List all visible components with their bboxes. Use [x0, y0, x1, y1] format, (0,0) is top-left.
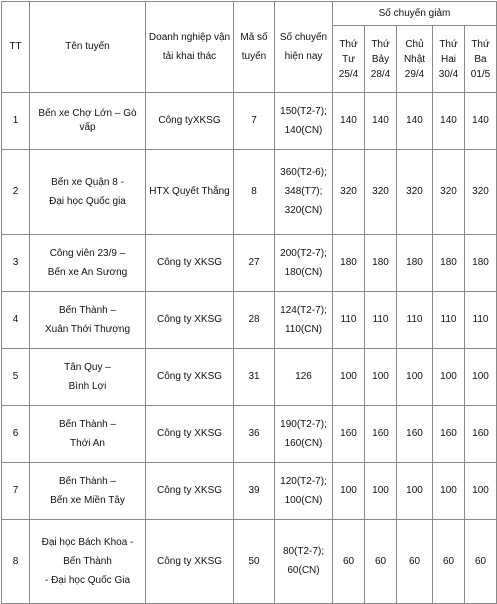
- cell-reduced-trips: 60: [333, 520, 365, 604]
- header-day: [397, 26, 433, 93]
- cell-operator: Công ty XKSG: [146, 406, 234, 463]
- cell-current-trips: [275, 463, 333, 520]
- cell-route-no: 8: [234, 150, 275, 235]
- cell-reduced-trips: 320: [365, 150, 397, 235]
- cell-reduced-trips: 100: [365, 463, 397, 520]
- current-trips-line: 80(T2-7);: [282, 546, 325, 557]
- cell-route-no: 27: [234, 235, 275, 292]
- cell-reduced-trips: 160: [433, 406, 465, 463]
- current-trips-line: 60(CN): [287, 565, 320, 576]
- cell-current-trips: [275, 150, 333, 235]
- table-row: [2, 520, 497, 604]
- header-operator-line: tải khai thác: [162, 50, 217, 62]
- cell-route-name: [30, 520, 146, 604]
- cell-reduced-trips: 100: [465, 463, 497, 520]
- cell-operator: Công tyXKSG: [146, 93, 234, 150]
- route-name-line: Bến Thành –: [58, 304, 117, 316]
- header-day-line: Thứ: [371, 38, 390, 50]
- cell-reduced-trips: 100: [333, 349, 365, 406]
- cell-route-name: [30, 349, 146, 406]
- cell-route-name: [30, 235, 146, 292]
- current-trips-line: 120(T2-7);: [280, 475, 327, 487]
- cell-reduced-trips: 160: [333, 406, 365, 463]
- cell-reduced-trips: 100: [465, 349, 497, 406]
- cell-reduced-trips: 100: [333, 463, 365, 520]
- header-day-line: Bảy: [371, 53, 390, 65]
- current-trips-line: 160(CN): [284, 437, 323, 449]
- table-row: [2, 292, 497, 349]
- header-day-line: Thứ: [339, 38, 358, 50]
- cell-reduced-trips: 110: [333, 292, 365, 349]
- header-route-no-line: tuyến: [241, 50, 267, 62]
- route-name-line: Công viên 23/9 –: [49, 247, 126, 259]
- cell-tt: 7: [2, 463, 30, 520]
- route-name-line: Bến Thành: [63, 555, 112, 567]
- cell-reduced-trips: 100: [433, 463, 465, 520]
- cell-reduced-trips: 110: [397, 292, 433, 349]
- cell-reduced-trips: 140: [333, 93, 365, 150]
- header-current-trips-line: hiện nay: [284, 50, 323, 62]
- cell-reduced-trips: 60: [365, 520, 397, 604]
- cell-current-trips: [275, 93, 333, 150]
- table-row: [2, 349, 497, 406]
- cell-reduced-trips: 110: [465, 292, 497, 349]
- cell-reduced-trips: 100: [397, 349, 433, 406]
- cell-reduced-trips: 180: [433, 235, 465, 292]
- cell-reduced-trips: 160: [397, 406, 433, 463]
- current-trips-line: 100(CN): [284, 494, 323, 506]
- cell-reduced-trips: 100: [433, 349, 465, 406]
- cell-route-no: 39: [234, 463, 275, 520]
- route-name-line: Tân Quy –: [64, 361, 111, 373]
- header-route-no-line: Mã số: [240, 31, 268, 43]
- route-name-line: Đại học Bách Khoa -: [41, 536, 134, 548]
- current-trips-line: 320(CN): [284, 205, 323, 216]
- header-day-line: 28/4: [370, 68, 391, 80]
- cell-reduced-trips: 100: [365, 349, 397, 406]
- cell-route-no: 28: [234, 292, 275, 349]
- cell-reduced-trips: 140: [365, 93, 397, 150]
- header-day-line: 30/4: [438, 68, 459, 80]
- cell-reduced-trips: 140: [433, 93, 465, 150]
- cell-reduced-trips: 180: [465, 235, 497, 292]
- header-day-line: Thứ: [439, 38, 458, 50]
- cell-route-name: [30, 463, 146, 520]
- header-day-line: Nhật: [403, 53, 426, 65]
- route-name-line: Xuân Thới Thượng: [44, 323, 131, 335]
- header-operator-line: Doanh nghiệp vận: [148, 31, 231, 43]
- current-trips-line: 190(T2-7);: [280, 418, 327, 430]
- cell-reduced-trips: 320: [397, 150, 433, 235]
- current-trips-line: 110(CN): [284, 323, 323, 335]
- cell-operator: Công ty XKSG: [146, 349, 234, 406]
- cell-tt: 3: [2, 235, 30, 292]
- cell-reduced-trips: 320: [433, 150, 465, 235]
- cell-operator: Công ty XKSG: [146, 235, 234, 292]
- cell-route-name: [30, 292, 146, 349]
- cell-operator: Công ty XKSG: [146, 463, 234, 520]
- header-day: [433, 26, 465, 93]
- cell-current-trips: [275, 406, 333, 463]
- current-trips-line: 150(T2-7);: [280, 105, 327, 117]
- header-day: [465, 26, 497, 93]
- cell-reduced-trips: 60: [433, 520, 465, 604]
- header-current-trips-line: Số chuyến: [279, 31, 328, 43]
- cell-reduced-trips: 110: [365, 292, 397, 349]
- cell-reduced-trips: 60: [397, 520, 433, 604]
- current-trips-line: 124(T2-7);: [280, 304, 327, 316]
- cell-tt: 2: [2, 150, 30, 235]
- route-name-line: Đại học Quốc gia: [49, 195, 126, 207]
- header-route-no: [234, 2, 275, 93]
- header-day-line: Hai: [440, 53, 456, 65]
- cell-tt: 6: [2, 406, 30, 463]
- cell-reduced-trips: 110: [433, 292, 465, 349]
- header-route-name: Tên tuyến: [30, 2, 146, 93]
- cell-route-no: 7: [234, 93, 275, 150]
- current-trips-line: 126: [295, 371, 312, 382]
- cell-reduced-trips: 140: [397, 93, 433, 150]
- cell-reduced-trips: 320: [465, 150, 497, 235]
- bus-routes-table: [1, 1, 497, 604]
- table-row: [2, 93, 497, 150]
- cell-current-trips: [275, 235, 333, 292]
- header-day: [365, 26, 397, 93]
- cell-route-no: 50: [234, 520, 275, 604]
- cell-route-name: [30, 93, 146, 150]
- cell-tt: 8: [2, 520, 30, 604]
- header-reduced-trips: Số chuyến giảm: [333, 2, 497, 26]
- cell-current-trips: [275, 520, 333, 604]
- header-tt: TT: [2, 2, 30, 93]
- route-name-line: Bến Thành –: [58, 418, 117, 430]
- cell-reduced-trips: 60: [465, 520, 497, 604]
- header-current-trips: [275, 2, 333, 93]
- current-trips-line: 348(T7);: [284, 186, 323, 197]
- current-trips-line: 180(CN): [284, 266, 323, 278]
- route-name-line: Bến xe An Sương: [47, 266, 128, 278]
- cell-current-trips: [275, 292, 333, 349]
- header-day-line: Tư: [342, 53, 355, 65]
- cell-reduced-trips: 140: [465, 93, 497, 150]
- cell-route-name: [30, 150, 146, 235]
- cell-operator: HTX Quyết Thắng: [146, 150, 234, 235]
- table-row: [2, 406, 497, 463]
- header-day-line: Ba: [474, 53, 487, 65]
- route-name-line: Bến xe Quận 8 -: [51, 176, 124, 188]
- route-name-line: Bến Thành –: [58, 475, 117, 487]
- cell-reduced-trips: 320: [333, 150, 365, 235]
- cell-tt: 4: [2, 292, 30, 349]
- route-name-line: Thới An: [70, 437, 105, 449]
- cell-reduced-trips: 180: [365, 235, 397, 292]
- cell-reduced-trips: 160: [465, 406, 497, 463]
- cell-route-no: 31: [234, 349, 275, 406]
- cell-reduced-trips: 160: [365, 406, 397, 463]
- header-operator: [146, 2, 234, 93]
- cell-current-trips: [275, 349, 333, 406]
- header-day-line: 29/4: [404, 68, 425, 80]
- table-row: [2, 150, 497, 235]
- cell-tt: 1: [2, 93, 30, 150]
- cell-reduced-trips: 180: [397, 235, 433, 292]
- cell-tt: 5: [2, 349, 30, 406]
- current-trips-line: 200(T2-7);: [280, 247, 327, 259]
- header-day-line: 25/4: [338, 68, 359, 80]
- header-day-line: Chủ: [405, 38, 424, 50]
- route-name-line: - Đại học Quốc Gia: [44, 574, 131, 586]
- cell-route-name: [30, 406, 146, 463]
- current-trips-line: 360(T2-6);: [280, 167, 327, 178]
- header-day-line: 01/5: [470, 68, 491, 80]
- header-day: [333, 26, 365, 93]
- route-name-line: Bến xe Miền Tây: [50, 494, 125, 506]
- table-row: [2, 463, 497, 520]
- route-name-line: Bến xe Chợ Lớn – Gò vấp: [38, 108, 137, 133]
- cell-reduced-trips: 180: [333, 235, 365, 292]
- route-name-line: Bình Lợi: [68, 380, 107, 392]
- header-day-line: Thứ: [471, 38, 490, 50]
- cell-operator: Công ty XKSG: [146, 520, 234, 604]
- cell-reduced-trips: 100: [397, 463, 433, 520]
- table-row: [2, 235, 497, 292]
- cell-route-no: 36: [234, 406, 275, 463]
- current-trips-line: 140(CN): [284, 124, 323, 136]
- cell-operator: Công ty XKSG: [146, 292, 234, 349]
